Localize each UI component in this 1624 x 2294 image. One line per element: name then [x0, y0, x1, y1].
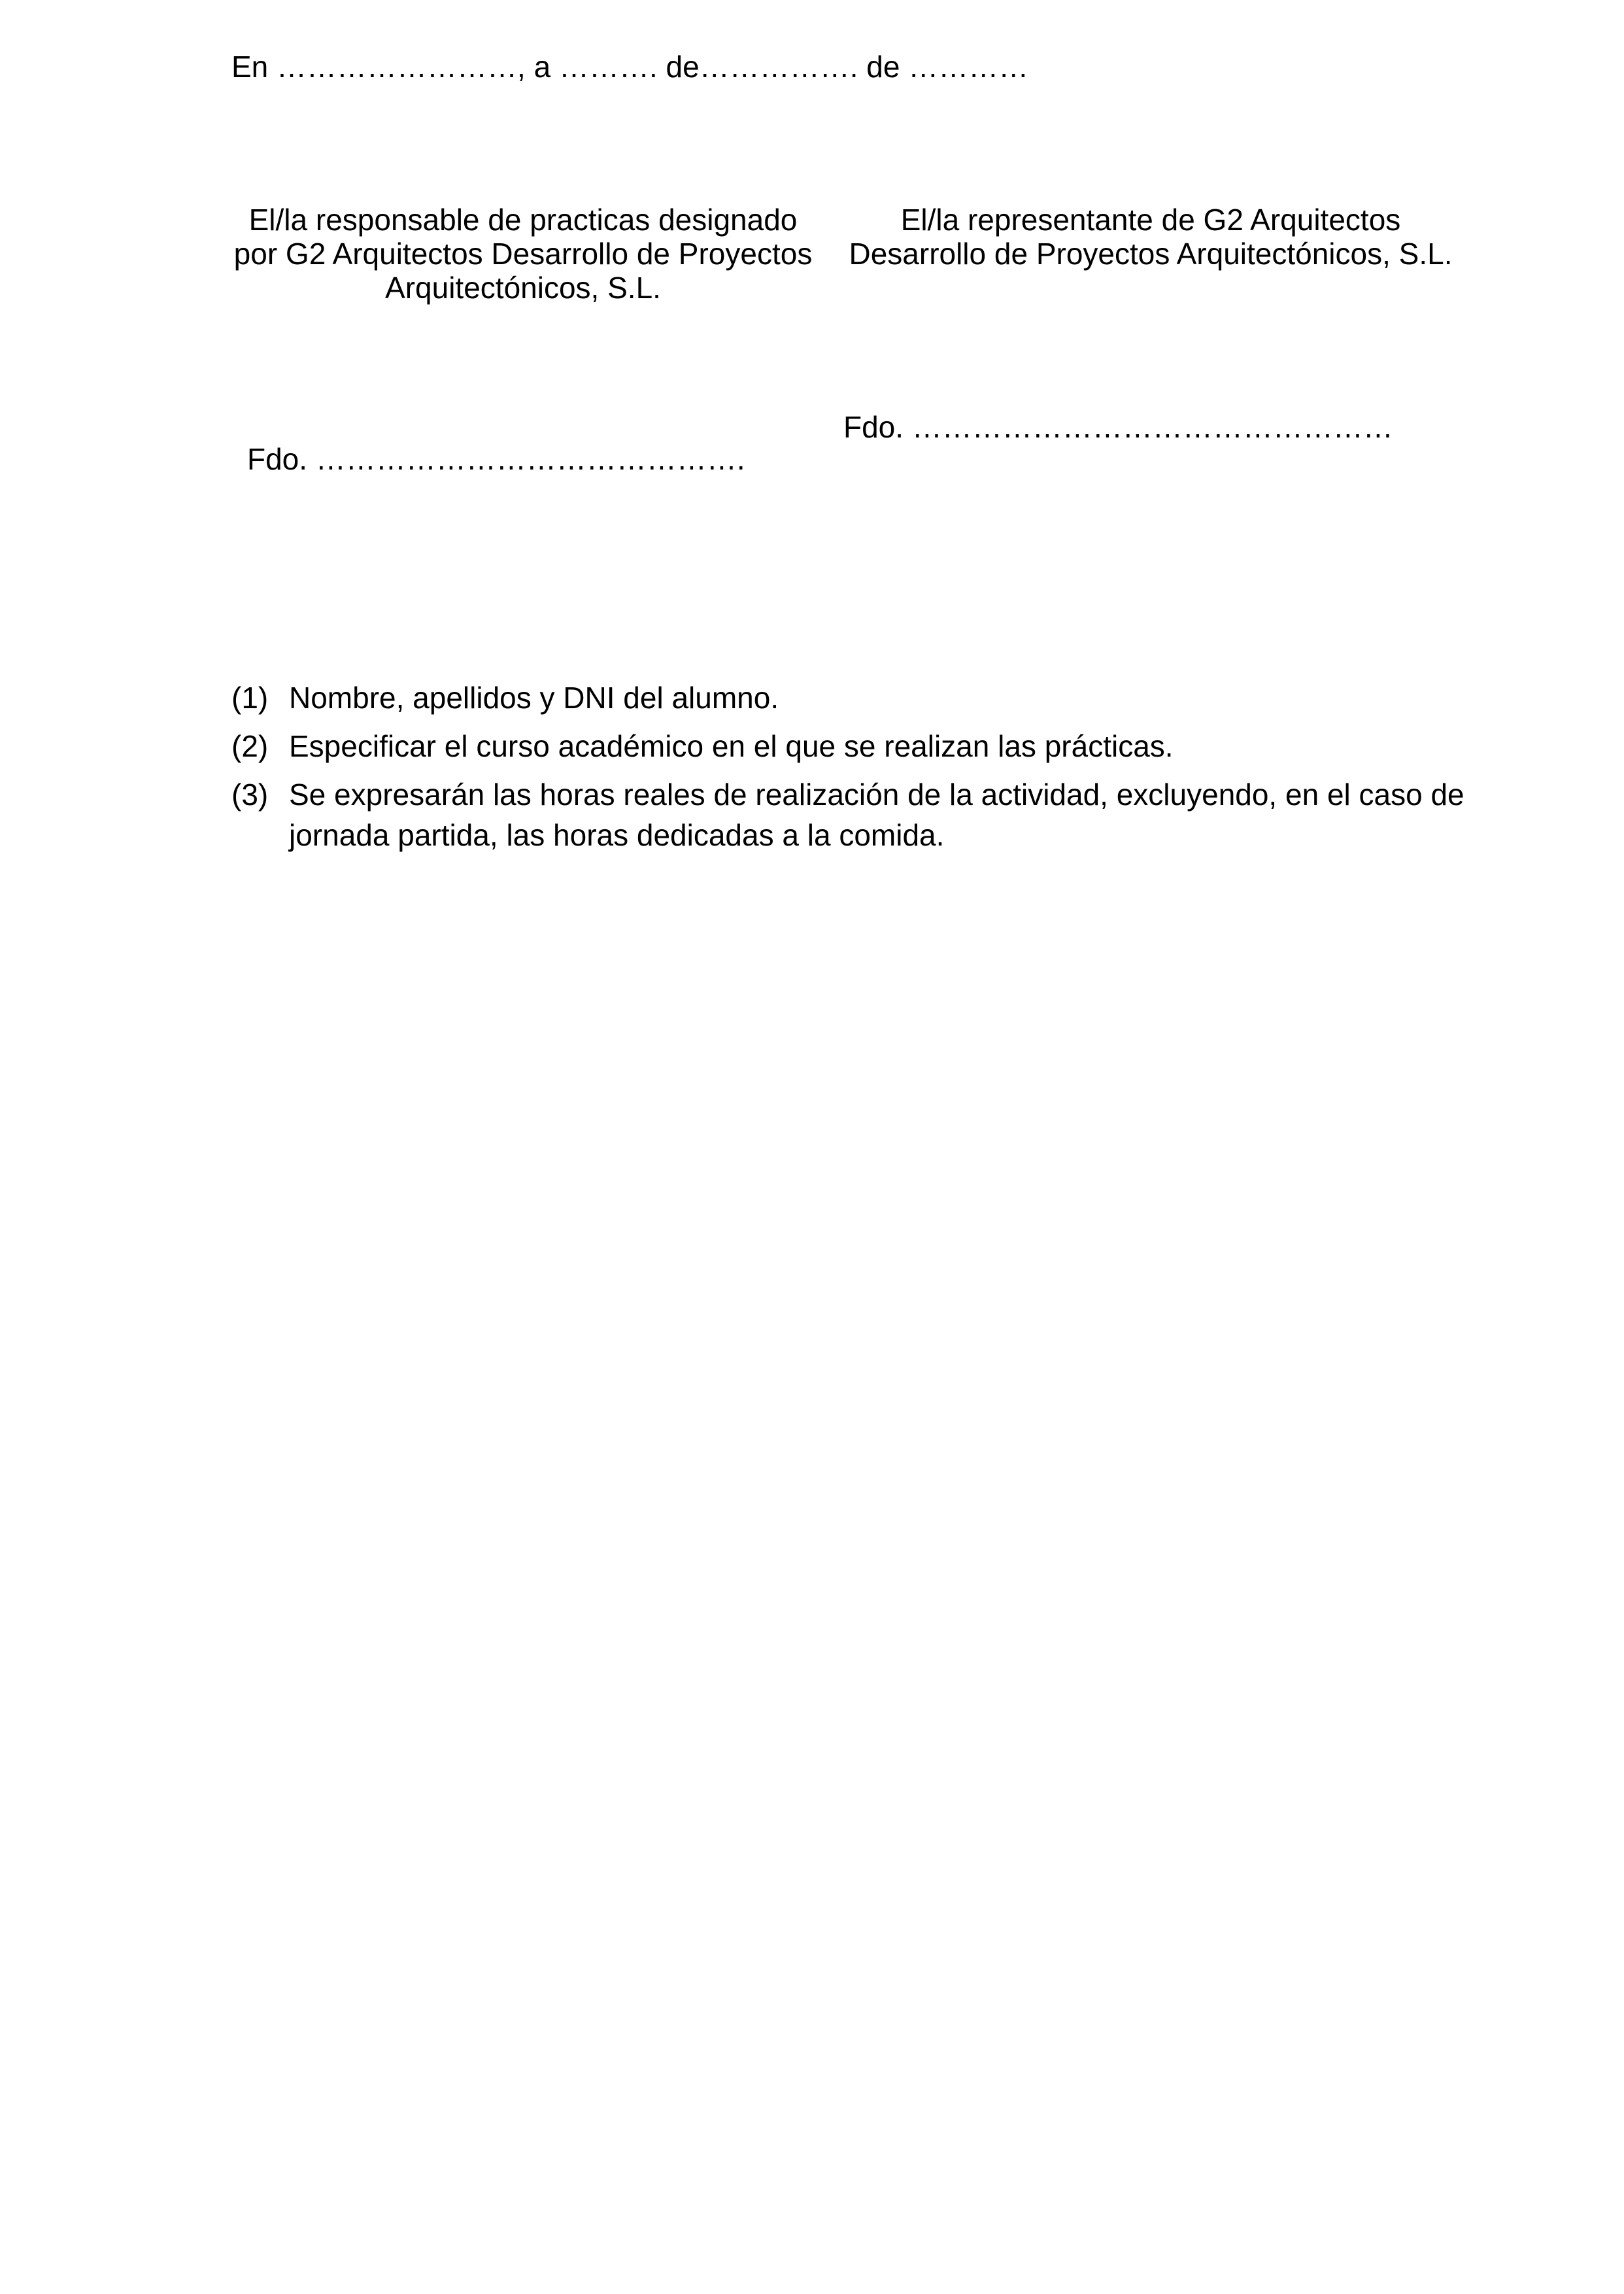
left-signatory-title	[222, 203, 824, 305]
right-title-line-1: El/la representante de G2 Arquitectos	[900, 203, 1401, 237]
footnote-number: (1)	[231, 681, 269, 715]
footnote-item	[231, 774, 1474, 855]
footnote-text: Nombre, apellidos y DNI del alumno.	[289, 681, 779, 715]
footnote-item	[231, 677, 1474, 718]
footnote-number: (2)	[231, 729, 269, 763]
footnote-item	[231, 726, 1474, 766]
footnote-text: Especificar el curso académico en el que se realizan las prácticas.	[289, 729, 1174, 763]
left-signature-line: Fdo. …………………………………….	[247, 442, 745, 476]
footnote-number: (3)	[231, 778, 269, 812]
left-title-line-2: por G2 Arquitectos Desarrollo de Proyectos	[233, 237, 813, 271]
place-date-line: En ……………………, a ………. de……………. de …………	[231, 50, 1029, 84]
footnote-text: Se expresarán las horas reales de realización de la actividad, excluyendo, en el caso de jornada partida, las horas dedicadas a la comida.	[289, 778, 1464, 852]
right-signature-line: Fdo. …………………………………………	[843, 410, 1393, 444]
footnotes-list	[231, 677, 1474, 863]
right-signatory-title	[837, 203, 1464, 271]
left-title-line-3: Arquitectónicos, S.L.	[385, 271, 661, 305]
left-title-line-1: El/la responsable de practicas designado	[248, 203, 798, 237]
right-title-line-2: Desarrollo de Proyectos Arquitectónicos, S.L.	[849, 237, 1453, 271]
